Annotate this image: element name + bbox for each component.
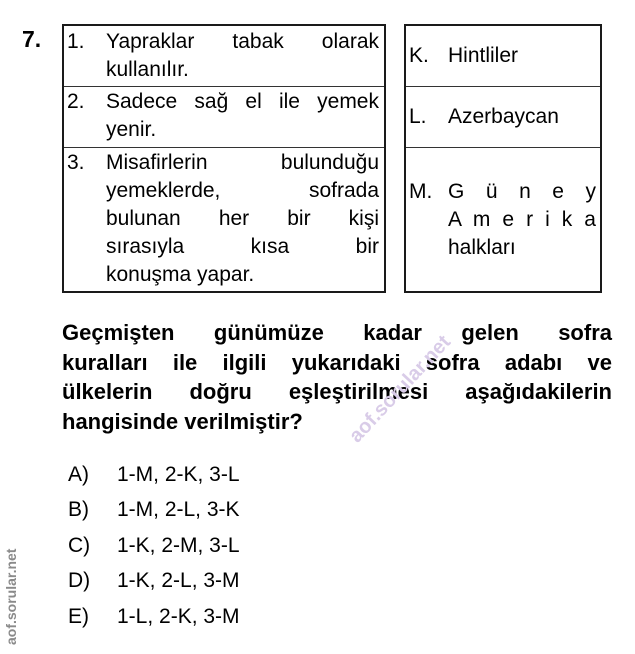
- country-letter: K.: [409, 44, 429, 67]
- statement-row-2: [64, 86, 384, 147]
- option-value: 1-M, 2-L, 3-K: [117, 498, 240, 521]
- statement-number: 2.: [67, 90, 85, 113]
- country-row-m: [406, 147, 600, 293]
- country-name: Hintliler: [448, 44, 519, 67]
- option-letter: C): [68, 534, 91, 557]
- statement-text-line: Sadece sağ el ile yemek: [106, 90, 379, 113]
- question-stem-line: kuralları ile ilgili yukarıdaki sofra adabı ve: [62, 349, 612, 375]
- statement-text-line: kullanılır.: [106, 58, 189, 81]
- country-row-k: [406, 26, 600, 86]
- option-value: 1-K, 2-L, 3-M: [117, 569, 240, 592]
- statements-table: [62, 24, 386, 293]
- country-letter: M.: [409, 180, 433, 203]
- statement-text-line: Misafirlerin bulunduğu: [106, 151, 379, 174]
- statement-number: 1.: [67, 30, 85, 53]
- country-name: Azerbaycan: [448, 105, 559, 128]
- country-letter: L.: [409, 105, 427, 128]
- question-stem-line: Geçmişten günümüze kadar gelen sofra: [62, 320, 612, 345]
- statement-text-line: Yapraklar tabak olarak: [106, 30, 379, 53]
- option-value: 1-M, 2-K, 3-L: [117, 463, 240, 486]
- option-value: 1-K, 2-M, 3-L: [117, 534, 240, 557]
- option-value: 1-L, 2-K, 3-M: [117, 605, 240, 628]
- country-name-line: A m e r i k a: [448, 208, 596, 231]
- statement-text-line: bulunan her bir kişi: [106, 207, 379, 230]
- country-row-l: [406, 86, 600, 147]
- diagonal-watermark: aof.sorular.net: [345, 331, 456, 448]
- statement-number: 3.: [67, 151, 85, 174]
- option-letter: D): [68, 569, 91, 592]
- option-letter: A): [68, 463, 89, 486]
- question-stem-line: hangisinde verilmiştir?: [62, 408, 303, 434]
- question-stem: [62, 318, 612, 436]
- statement-text-line: konuşma yapar.: [106, 263, 255, 286]
- option-letter: E): [68, 605, 89, 628]
- option-letter: B): [68, 498, 89, 521]
- statement-row-3: [64, 147, 384, 293]
- countries-table: [404, 24, 602, 293]
- statement-row-1: [64, 26, 384, 86]
- vertical-watermark: aof.sorular.net: [3, 548, 19, 645]
- country-name-line: halkları: [448, 236, 516, 259]
- statement-text-line: yemeklerde, sofrada: [106, 179, 379, 202]
- statement-text-line: sırasıyla kısa bir: [106, 235, 379, 258]
- statement-text-line: yenir.: [106, 118, 157, 141]
- country-name-line: G ü n e y: [448, 180, 596, 203]
- question-number: 7.: [22, 26, 42, 52]
- question-stem-line: ülkelerin doğru eşleştirilmesi aşağıdakilerin: [62, 379, 612, 404]
